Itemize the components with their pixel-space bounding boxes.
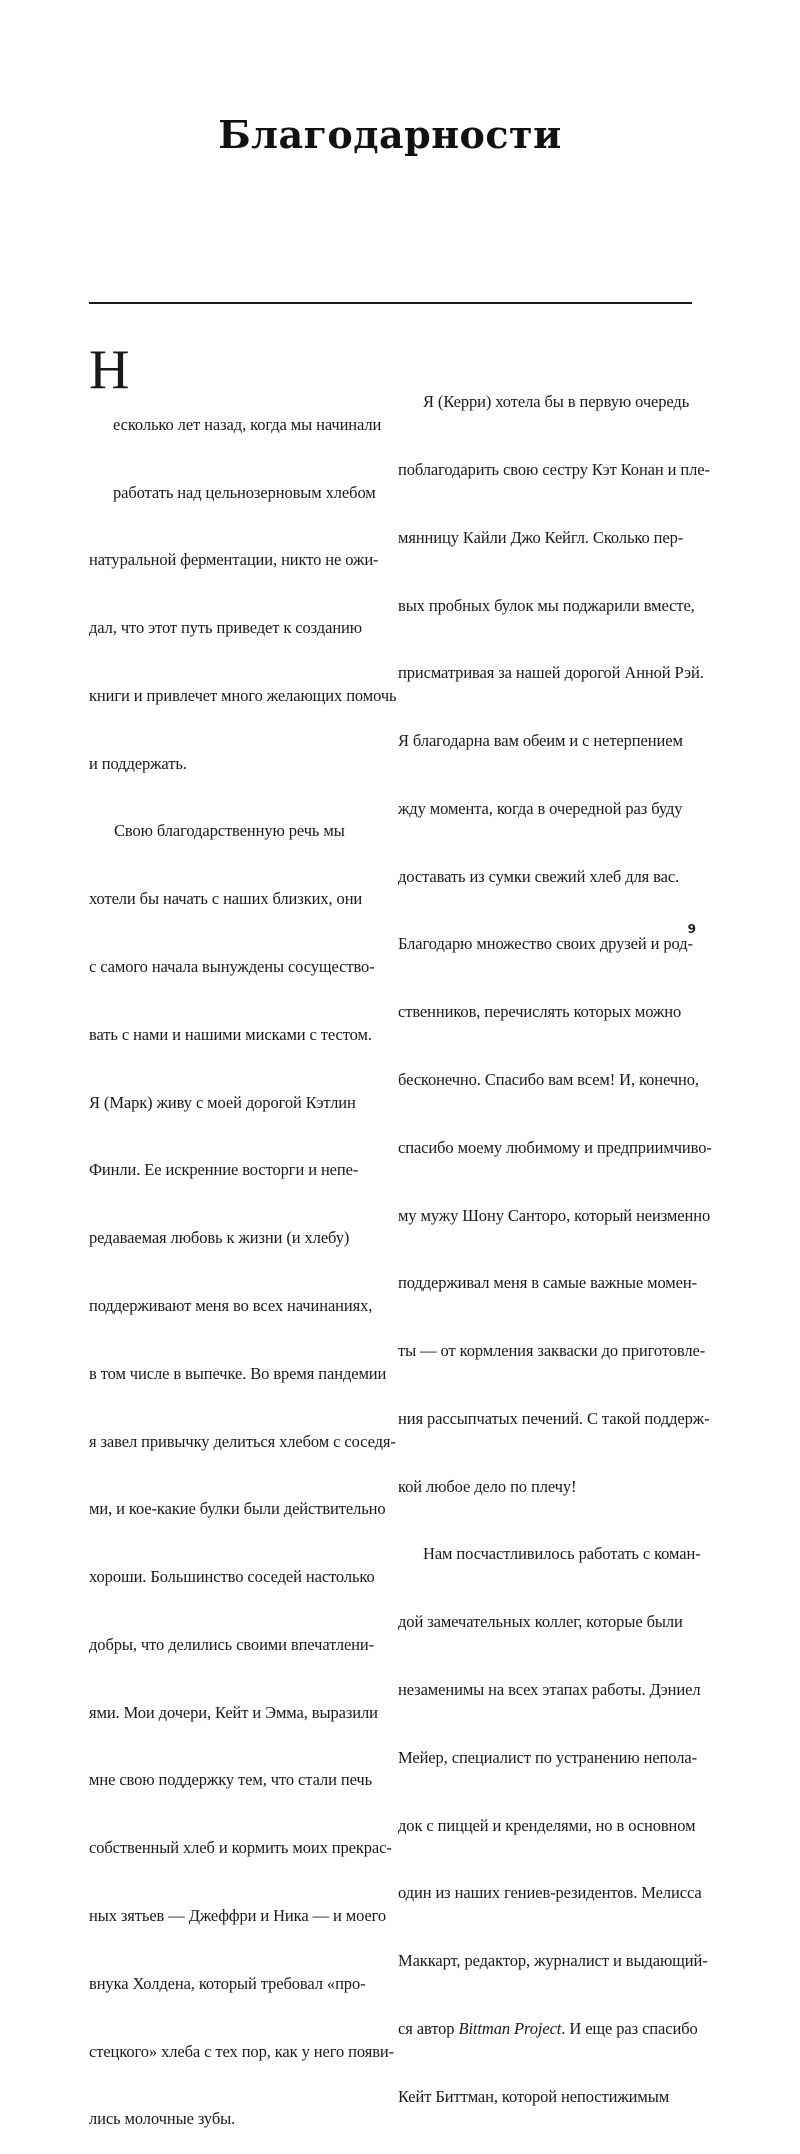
text-line: хотели бы начать с наших близких, они — [89, 889, 363, 909]
text-line: Кейт Биттман, которой непостижимым — [398, 2086, 670, 2106]
text-line: внука Холдена, который требовал «про- — [89, 1973, 366, 1993]
text-line: добры, что делились своими впечатлени- — [89, 1634, 375, 1654]
text-line: дал, что этот путь приведет к созданию — [89, 618, 363, 638]
text-line: поддерживал меня в самые важные момен- — [398, 1273, 697, 1293]
text-segment: ся автор — [398, 2018, 459, 2038]
text-line: мянницу Кайли Джо Кейгл. Сколько пер- — [398, 527, 684, 547]
text-line: вых пробных булок мы поджарили вместе, — [398, 595, 695, 615]
title-divider — [89, 302, 692, 304]
text-line: и поддержать. — [89, 753, 187, 773]
left-column — [89, 339, 397, 2154]
text-line: ния рассыпчатых печений. С такой поддерж- — [398, 1408, 710, 1428]
page-number: 9 — [687, 922, 696, 936]
text-line: му мужу Шону Санторо, который неизменно — [398, 1205, 711, 1225]
text-line: собственный хлеб и кормить моих прекрас- — [89, 1838, 392, 1858]
text-line: дой замечательных коллег, которые были — [398, 1612, 683, 1632]
text-line: в том числе в выпечке. Во время пандемии — [89, 1363, 387, 1383]
text-line: Я (Марк) живу с моей дорогой Кэтлин — [89, 1092, 356, 1112]
text-line: я завел привычку делиться хлебом с соседя- — [89, 1431, 396, 1451]
text-line: кой любое дело по плечу! — [398, 1476, 577, 1496]
text-line: ми, и кое-какие булки были действительно — [89, 1499, 386, 1519]
text-line: хороши. Большинство соседей настолько — [89, 1567, 375, 1587]
drop-cap: Н — [89, 339, 130, 401]
text-line: есколько лет назад, когда мы начинали — [113, 414, 382, 434]
text-line: мне свою поддержку тем, что стали печь — [89, 1770, 373, 1790]
text-line: незаменимы на всех этапах работы. Дэниел — [398, 1680, 701, 1700]
italic-title: Bittman Project — [458, 2018, 562, 2038]
text-segment: . И еще раз спасибо — [561, 2018, 698, 2038]
text-line: Благодарю множество своих друзей и род- — [398, 934, 693, 954]
text-line: натуральной ферментации, никто не ожи- — [89, 550, 379, 570]
text-line: ями. Мои дочери, Кейт и Эмма, выразили — [89, 1702, 378, 1722]
text-line: бесконечно. Спасибо вам всем! И, конечно, — [398, 1070, 699, 1089]
right-column — [398, 346, 712, 2131]
page-title: Благодарности — [218, 112, 562, 157]
text-line: ты — от кормления закваски до приготовле- — [398, 1341, 706, 1361]
text-line: работать над цельнозерновым хлебом — [113, 482, 376, 502]
text-line: вать с нами и нашими мисками с тестом. — [89, 1024, 372, 1044]
text-line: Финли. Ее искренние восторги и непе- — [89, 1160, 359, 1180]
text-line: спасибо моему любимому и предприимчиво- — [398, 1137, 712, 1157]
text-line: редаваемая любовь к жизни (и хлебу) — [89, 1228, 350, 1248]
text-line: присматривая за нашей дорогой Анной Рэй. — [398, 663, 704, 683]
text-line: жду момента, когда в очередной раз буду — [398, 798, 683, 818]
text-line: Мейер, специалист по устранению непола- — [398, 1747, 697, 1767]
text-line: поддерживают меня во всех начинаниях, — [89, 1295, 373, 1315]
text-line: ных зятьев — Джеффри и Ника — и моего — [89, 1905, 387, 1925]
text-line: Маккарт, редактор, журналист и выдающий- — [398, 1951, 708, 1971]
text-line: док с пиццей и кренделями, но в основном — [398, 1815, 696, 1835]
text-line: Я благодарна вам обеим и с нетерпением — [398, 731, 683, 751]
text-line-with-italic — [398, 2018, 698, 2041]
text-line: стецкого» хлеба с тех пор, как у него появи- — [89, 2041, 395, 2061]
text-line: лись молочные зубы. — [89, 2109, 236, 2129]
text-line: Нам посчастливилось работать с коман- — [423, 1544, 701, 1564]
text-line: Я (Керри) хотела бы в первую очередь — [423, 392, 690, 412]
text-line: доставать из сумки свежий хлеб для вас. — [398, 866, 680, 886]
text-line: книги и привлечет много желающих помочь — [89, 685, 397, 705]
text-line: Свою благодарственную речь мы — [114, 821, 345, 841]
text-line: ственников, перечислять которых можно — [398, 1002, 682, 1022]
text-line: с самого начала вынуждены сосущество- — [89, 957, 375, 977]
text-line: поблагодарить свою сестру Кэт Конан и пле- — [398, 459, 710, 479]
text-line: один из наших гениев-резидентов. Мелисса — [398, 1883, 702, 1903]
